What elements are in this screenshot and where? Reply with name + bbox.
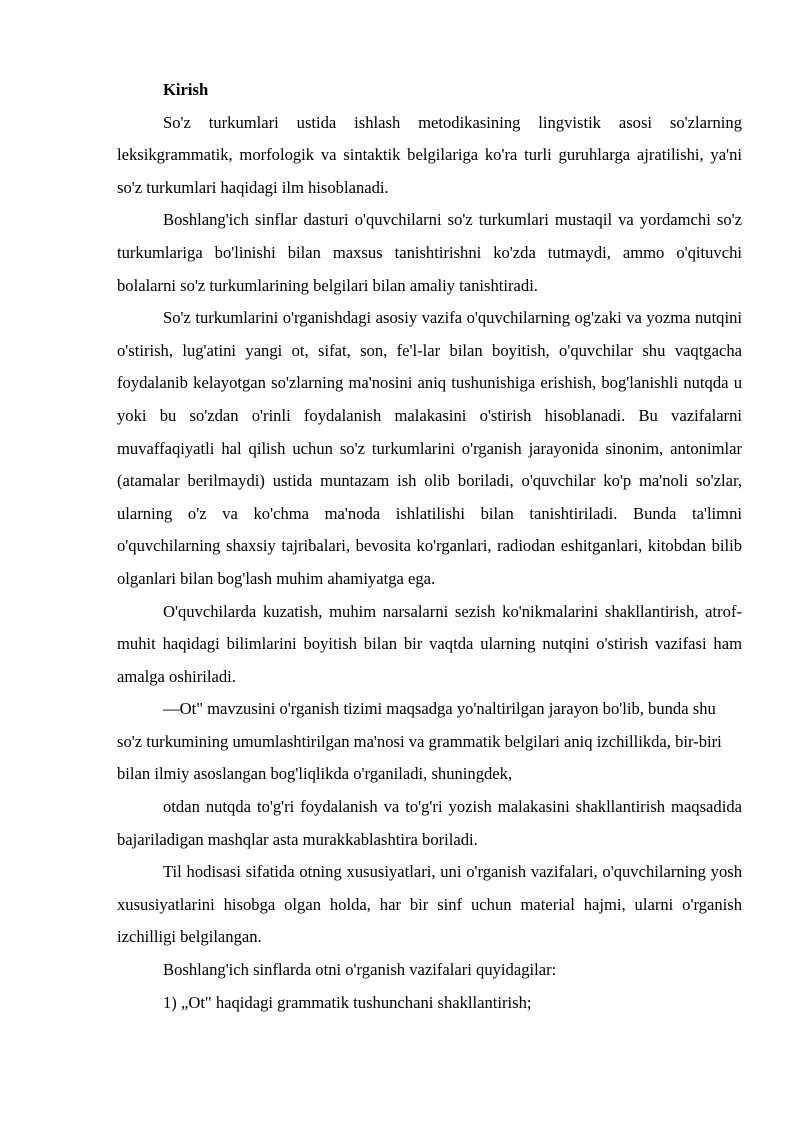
paragraph-5: —Ot" mavzusini o'rganish tizimi maqsadga yo'naltirilgan jarayon bo'lib, bunda shu so'z turkumining umumlashtirilgan ma'nosi va grammatik belgilari aniq izchillikda, bir-biri bilan ilmiy asoslangan bog'liqlikda o'rganiladi, shuningdek, [117, 699, 722, 784]
paragraph-8: Boshlang'ich sinflarda otni o'rganish vazifalari quyidagilar: [163, 960, 557, 980]
paragraph-7: Til hodisasi sifatida otning xususiyatlari, uni o'rganish vazifalari, o'quvchilarning yosh xususiyatlarini hisobga olgan holda, har bir sinf uchun material hajmi, ularni o'rganish izchilligi belgilangan. [117, 862, 742, 947]
paragraph-4: O'quvchilarda kuzatish, muhim narsalarni sezish ko'nikmalarini shakllantirish, atrof-muhit haqidagi bilimlarini boyitish bilan bir vaqtda ularning nutqini o'stirish vazifasi ham amalga oshiriladi. [117, 601, 742, 686]
section-heading: Kirish [163, 80, 209, 99]
document-body [117, 74, 742, 1019]
paragraph-3: So'z turkumlarini o'rganishdagi asosiy vazifa o'quvchilarning og'zaki va yozma nutqini o'stirish, lug'atini yangi ot, sifat, son, fe'l-lar bilan boyitish, o'quvchilar shu vaqtgacha foydalanib kelayotgan so'zlarning ma'nosini aniq tushunishiga erishish, bog'lanishli nutqda u yoki bu so'zdan o'rinli foydalanish malakasini o'stirish hisoblanadi. Bu vazifalarni muvaffaqiyatli hal qilish uchun so'z turkumlarini o'rganish jarayonida sinonim, antonimlar (atamalar berilmaydi) ustida muntazam ish olib boriladi, o'quvchilar ko'p ma'noli so'zlar, ularning o'z va ko'chma ma'noda ishlatilishi bilan tanishtiriladi. Bunda ta'limni o'quvchilarning shaxsiy tajribalari, bevosita ko'rganlari, radiodan eshitganlari, kitobdan bilib olganlari bilan bog'lash muhim ahamiyatga ega. [117, 308, 742, 588]
paragraph-6: otdan nutqda to'g'ri foydalanish va to'g'ri yozish malakasini shakllantirish maqsadida bajariladigan mashqlar asta murakkablashtira boriladi. [117, 797, 742, 849]
paragraph-1: So'z turkumlari ustida ishlash metodikasining lingvistik asosi so'zlarning leksikgrammatik, morfologik va sintaktik belgilariga ko'ra turli guruhlarga ajratilishi, ya'ni so'z turkumlari haqidagi ilm hisoblanadi. [117, 112, 742, 197]
paragraph-2: Boshlang'ich sinflar dasturi o'quvchilarni so'z turkumlari mustaqil va yordamchi so'z turkumlariga bo'linishi bilan maxsus tanishtirishni ko'zda tutmaydi, ammo o'qituvchi bolalarni so'z turkumlarining belgilari bilan amaliy tanishtiradi. [117, 210, 742, 295]
paragraph-9: 1) „Ot" haqidagi grammatik tushunchani shakllantirish; [163, 992, 532, 1012]
